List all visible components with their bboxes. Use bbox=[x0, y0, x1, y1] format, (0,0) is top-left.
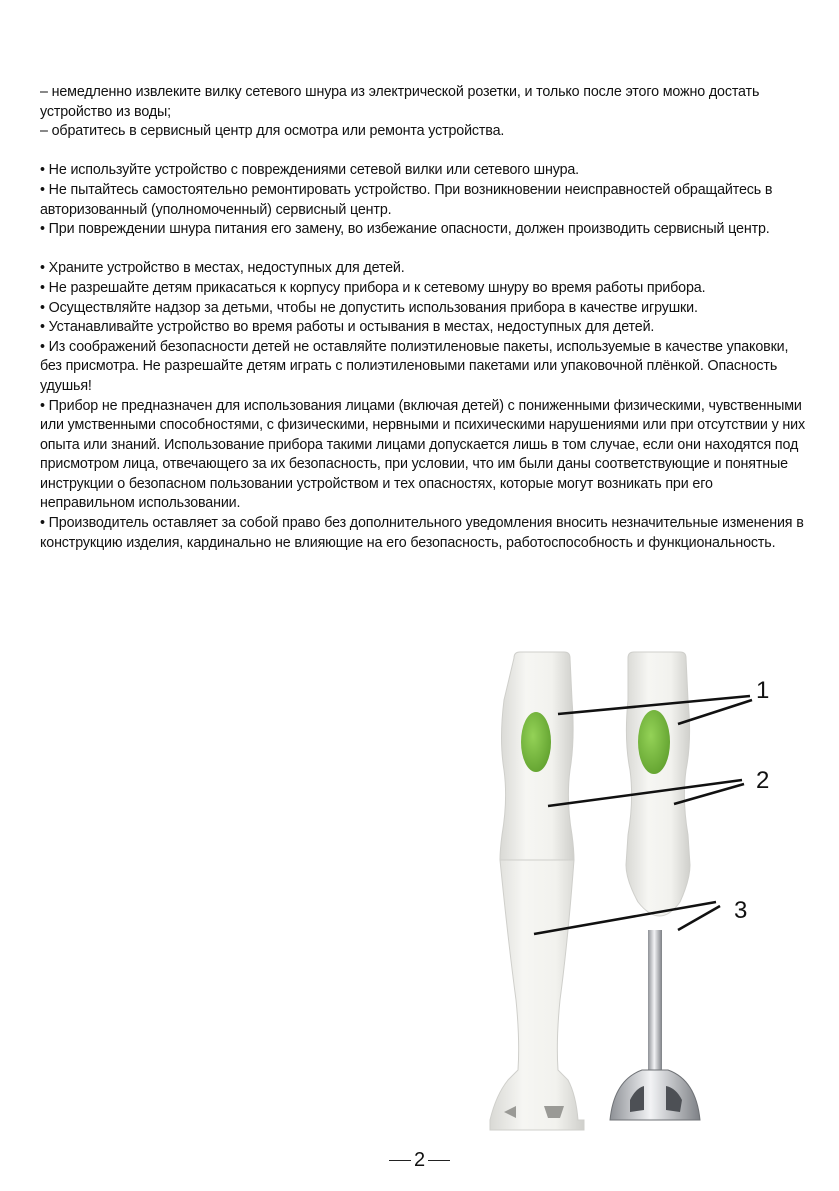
callout-number-2: 2 bbox=[756, 767, 770, 794]
paragraph: • Из соображений безопасности детей не оставляйте полиэтиленовые пакеты, используемые в качестве упаковки, без присмотра. Не разрешайте детям играть с полиэтиленовыми пакетами или упаковочной плёнкой. Опасность удушья! bbox=[40, 338, 789, 394]
callout-line-3b bbox=[678, 906, 720, 930]
left-shaft bbox=[490, 860, 584, 1130]
callout-number-1: 1 bbox=[756, 677, 770, 704]
page-footer bbox=[0, 1149, 839, 1172]
footer-dash-left bbox=[389, 1160, 411, 1162]
right-steel-shaft bbox=[648, 930, 662, 1070]
paragraph: • Производитель оставляет за собой право без дополнительного уведомления вносить незначительные изменения в конструкцию изделия, кардинально не влияющие на его безопасность, работоспособность и функциональность. bbox=[40, 515, 804, 551]
paragraph: • При повреждении шнура питания его замену, во избежание опасности, должен производить сервисный центр. bbox=[40, 221, 770, 238]
right-motor-body bbox=[626, 652, 690, 916]
safety-text bbox=[40, 83, 805, 553]
paragraph: • Храните устройство в местах, недоступных для детей. bbox=[40, 260, 405, 277]
paragraph-gap bbox=[40, 240, 805, 260]
paragraph-gap bbox=[40, 142, 805, 162]
paragraph: – обратитесь в сервисный центр для осмотра или ремонта устройства. bbox=[40, 123, 505, 140]
paragraph: – немедленно извлеките вилку сетевого шнура из электрической розетки, и только после этого можно достать устройство из воды; bbox=[40, 84, 760, 120]
paragraph: • Прибор не предназначен для использования лицами (включая детей) с пониженными физическими, чувственными или умственными способностями, с физическими, нервными и психическими нарушениями или при отсутствии у них опыта или знаний. Использование прибора такими лицами допускается лишь в том случае, если они находятся под присмотром лица, отвечающего за их безопасность, при условии, что им были даны соответствующие и понятные инструкции о безопасном пользовании устройством и тех опасностях, которые могут возникать при его неправильном использовании. bbox=[40, 397, 805, 512]
left-blender bbox=[490, 652, 584, 1130]
paragraph: • Устанавливайте устройство во время работы и остывания в местах, недоступных для детей. bbox=[40, 319, 655, 336]
paragraph: • Не пытайтесь самостоятельно ремонтировать устройство. При возникновении неисправностей обращайтесь в авторизованный (уполномоченный) сервисный центр. bbox=[40, 181, 773, 218]
paragraph: • Не разрешайте детям прикасаться к корпусу прибора и к сетевому шнуру во время работы прибора. bbox=[40, 279, 706, 296]
callout-number-3: 3 bbox=[734, 897, 748, 924]
paragraph: • Осуществляйте надзор за детьми, чтобы не допустить использования прибора в качестве игрушки. bbox=[40, 299, 698, 316]
right-power-button bbox=[638, 710, 670, 774]
paragraph: • Не используйте устройство с повреждениями сетевой вилки или сетевого шнура. bbox=[40, 162, 579, 179]
blender-illustration bbox=[480, 640, 800, 1150]
left-power-button bbox=[521, 712, 551, 772]
footer-dash-right bbox=[428, 1160, 450, 1162]
right-steel-blade-guard bbox=[610, 1070, 700, 1120]
page-number: 2 bbox=[413, 1149, 426, 1171]
blender-figure bbox=[480, 640, 800, 1150]
